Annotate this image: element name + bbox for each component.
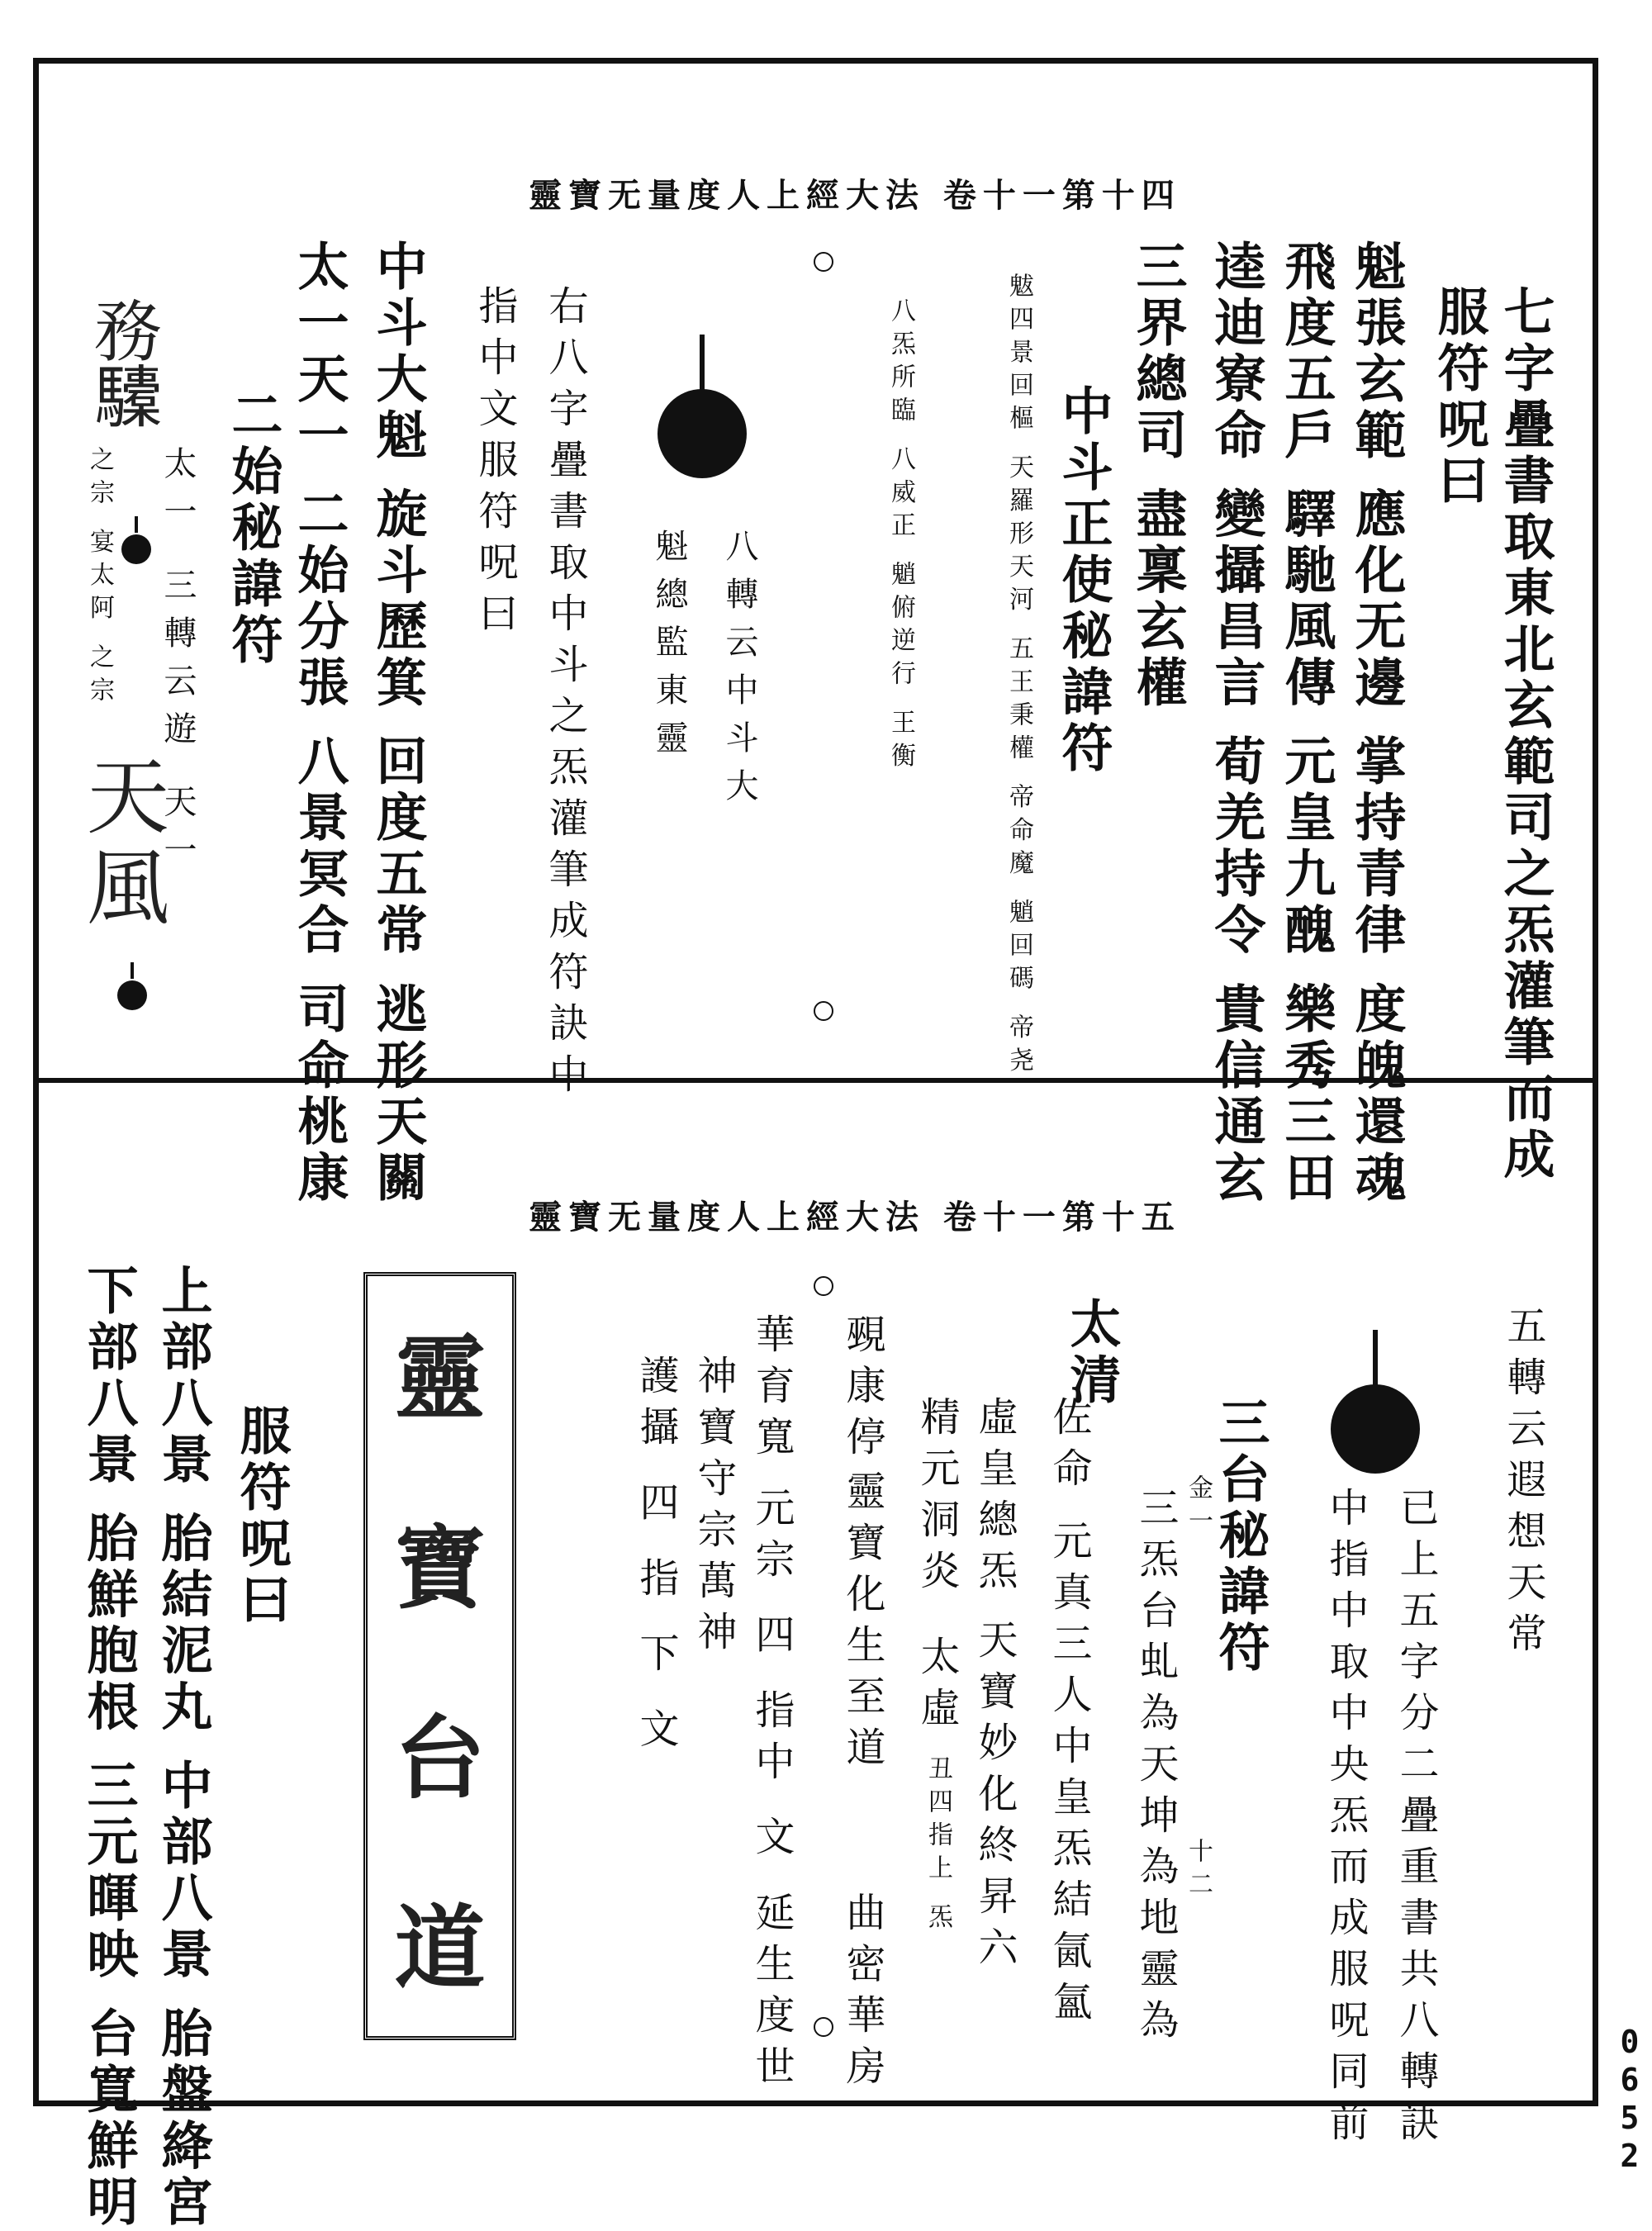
bottom-large-seal-glyph (363, 1272, 516, 2040)
top-col-5: 三界總司 盡稟玄權 (1127, 240, 1188, 712)
bottom-circle-2 (814, 2017, 833, 2037)
bottom-col-16: 靈寶化生至道 (839, 1470, 885, 1778)
top-col-0: 七字疊書取東北玄範司之炁灌筆而成 (1495, 285, 1555, 1184)
bottom-col-9: 元真三人中皇炁結氤氳 (1046, 1520, 1092, 2032)
bottom-col-4: 金一 (1184, 1474, 1213, 1540)
top-col-16: 太一 三轉云遊 天一 (159, 446, 197, 881)
top-col-4: 逵迪寮命 變攝昌言 荀羌持令 貴信通玄 (1206, 240, 1266, 1207)
top-col-6: 中斗正使秘諱符 (1053, 384, 1113, 777)
bottom-col-21: 神寶守宗萬神 (691, 1355, 737, 1662)
bottom-col-24: 上部八景 胎結泥丸 中部八景 胎盤絳宮 (153, 1264, 213, 2231)
bottom-col-14: 丑四指上 炁 (923, 1755, 952, 1937)
bottom-col-18: 華育寬 (748, 1313, 795, 1467)
bottom-col-22: 護攝 四 指 下 文 (633, 1355, 679, 1759)
bottom-col-19: 元宗 四 指中 文 (748, 1487, 795, 1867)
bottom-col-8: 佐命 (1046, 1396, 1092, 1498)
seal-glyph-1: 靈 (394, 1325, 486, 1431)
top-col-9: 八轉云中斗大 (720, 529, 758, 816)
top-col-3: 飛度五戶 驛馳風傳 元皇九醜 樂秀三田 (1276, 240, 1336, 1207)
top-talisman-glyph-icon (91, 289, 165, 430)
page-number: 0652 (1612, 2024, 1648, 2176)
svg-text:天: 天 (87, 749, 169, 846)
bottom-col-2: 中指中取中央炁而成服呪同前 (1322, 1487, 1369, 2153)
bottom-col-0: 五轉云遐想天常 (1500, 1305, 1546, 1664)
top-col-12: 指中文服符呪曰 (472, 285, 518, 643)
top-col-14: 太一天一 二始分張 八景冥合 司命桃康 (289, 240, 349, 1207)
top-seal-icon (657, 335, 748, 483)
bottom-col-7: 太清 (1061, 1297, 1122, 1409)
top-col-13: 中斗大魁 旋斗歷箕 回度五常 逃形天關 (368, 240, 428, 1207)
top-col-10: 魁總監東靈 (650, 529, 688, 768)
bottom-seal-icon (1330, 1330, 1421, 1479)
bottom-col-6: 十二 (1184, 1838, 1213, 1904)
top-col-1: 服符呪曰 (1429, 285, 1489, 510)
top-small-seal-icon-1 (120, 516, 153, 566)
top-circle-1 (814, 252, 833, 272)
bottom-col-1: 已上五字分二疊重書共八轉訣 (1393, 1487, 1439, 2153)
bottom-col-5: 三炁台虬為天坤為地靈為 (1132, 1487, 1179, 2050)
bottom-col-13: 太虛 (914, 1635, 960, 1738)
seal-glyph-4: 道 (394, 1895, 486, 2001)
top-col-8: 八炁所臨 八威正 魈俯逆行 王衡 (886, 297, 915, 776)
top-talisman-glyph-icon-2 (83, 743, 173, 933)
bottom-col-20: 延生度世 (748, 1892, 795, 2096)
bottom-col-23: 服符呪曰 (231, 1404, 292, 1629)
top-small-seal-icon-2 (116, 962, 149, 1012)
top-col-11: 右八字疊書取中斗之炁灌筆成符訣中 (542, 285, 588, 1104)
top-header: 靈寶无量度人上經大法 卷十一第十四 (529, 176, 1181, 215)
bottom-col-25: 下部八景 胎鮮胞根 三元暉映 台寬鮮明 (78, 1264, 139, 2231)
bottom-circle-1 (814, 1276, 833, 1296)
seal-glyph-3: 台 (394, 1705, 486, 1811)
bottom-col-11: 精元洞炎 (914, 1396, 960, 1601)
bottom-col-10: 虛皇總炁 (971, 1396, 1018, 1601)
svg-text:𩧐: 𩧐 (93, 359, 163, 430)
top-col-15: 二始秘諱符 (223, 388, 283, 669)
top-circle-2 (814, 1001, 833, 1021)
bottom-col-3: 三台秘諱符 (1210, 1396, 1270, 1677)
bottom-col-15: 覡康停 (839, 1313, 885, 1467)
top-col-2: 魁張玄範 應化无邊 掌持青律 度魄還魂 (1346, 240, 1407, 1207)
bottom-col-17: 曲密華房 (839, 1892, 885, 2096)
svg-text:風: 風 (87, 840, 169, 933)
bottom-col-12: 天寶妙化終昇六 (971, 1619, 1018, 1977)
bottom-header: 靈寶无量度人上經大法 卷十一第十五 (529, 1198, 1181, 1237)
seal-glyph-2: 寶 (394, 1515, 486, 1621)
top-col-17: 之宗 宴太阿 之宗 (85, 446, 114, 710)
svg-text:務: 務 (93, 293, 163, 372)
top-col-7: 魃四景回樞 天羅形天河 五王秉權 帝命魔 魈回碼 帝尧 (1004, 273, 1033, 1080)
